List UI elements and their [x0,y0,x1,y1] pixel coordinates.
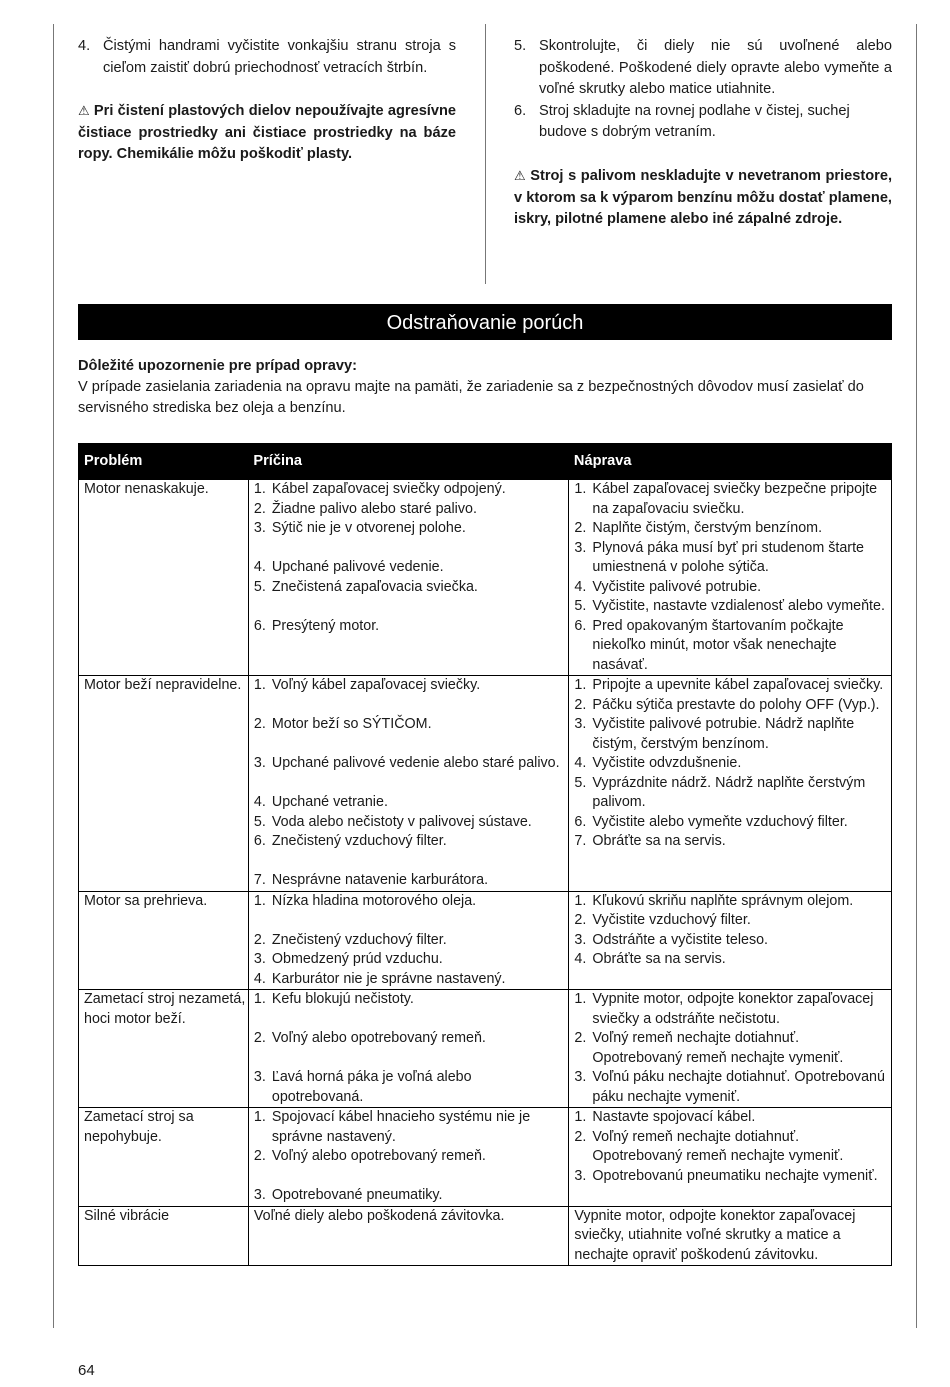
problem-cell: Zametací stroj nezametá, hoci motor beží. [79,990,249,1108]
remedy-number: 3. [574,1167,587,1184]
remedy-cell [569,891,892,990]
remedy-number: 2. [574,696,587,713]
item-number: 5. [514,38,527,54]
cause-item [254,676,567,696]
remedy-item [574,696,889,716]
cause-text: Kábel zapaľovacej sviečky odpojený. [271,481,506,497]
cause-cell [248,480,569,676]
cause-text: Opotrebované pneumatiky. [271,1187,443,1203]
spacer [254,852,567,872]
cause-item [254,832,567,852]
cause-text: Znečistený vzduchový filter. [271,931,447,948]
cause-item [254,871,567,891]
remedy-number: 2. [574,1128,587,1145]
remedy-text: Vyčistite alebo vymeňte vzduchový filter. [592,813,848,830]
cause-number: 5. [253,578,266,595]
header-problem: Problém [79,444,249,480]
cause-item [254,617,567,637]
remedy-item [574,931,889,951]
cause-number: 2. [253,716,266,732]
remedy-cell [569,676,892,892]
cause-item [254,950,567,970]
remedy-number: 4. [574,951,587,967]
notice-title: Dôležité upozornenie pre prípad opravy: [78,358,357,374]
warning-icon: ⚠ [514,167,527,183]
cause-number: 1. [253,892,266,909]
cause-number: 4. [253,970,266,987]
remedy-text: Naplňte čistým, čerstvým benzínom. [592,520,823,536]
cause-number: 2. [253,1148,266,1164]
remedy-number: 6. [574,617,587,634]
cause-number: 1. [253,481,266,497]
cause-text: Obmedzený prúd vzduchu. [271,951,443,967]
cause-text: Nízka hladina motorového oleja. [271,892,477,909]
cause-text: Presýtený motor. [271,617,380,634]
item-text: Stroj skladujte na rovnej podlahe v čistej, suchej budove s dobrým vetraním. [539,102,850,141]
cause-item [254,754,567,774]
remedy-number: 1. [574,991,587,1007]
remedy-item [574,774,889,813]
remedy-item [574,617,889,676]
warning-icon: ⚠ [78,103,90,119]
cause-text: Voľný kábel zapaľovacej sviečky. [271,677,481,693]
remedy-number: 2. [574,1030,587,1046]
remedy-text: Pred opakovaným štartovaním počkajte niekoľko minút, motor však nenechajte nasávať. [592,617,844,673]
remedy-text: Vyčistite palivové potrubie. Nádrž naplňte čistým, čerstvým benzínom. [592,716,855,752]
problem-cell: Zametací stroj sa nepohybuje. [79,1108,249,1207]
top-right-column [514,36,892,231]
remedy-item [574,578,889,598]
cause-item [254,931,567,951]
remedy-item [574,892,889,912]
cause-text: Nesprávne natavenie karburátora. [271,872,489,888]
cause-cell [248,990,569,1108]
cause-number: 4. [253,559,266,575]
remedy-number: 3. [574,539,587,556]
cause-number: 7. [253,872,266,888]
table-row [79,990,892,1108]
remedy-item [574,1167,889,1187]
spacer [254,597,567,617]
remedy-item [574,1068,889,1107]
cause-cell [248,891,569,990]
cause-text: Kefu blokujú nečistoty. [271,991,414,1007]
cause-text: Voľný alebo opotrebovaný remeň. [271,1030,486,1046]
remedy-number: 5. [574,774,587,791]
remedy-item [574,715,889,754]
list-item-5 [514,36,892,101]
remedy-text: Opotrebovanú pneumatiku nechajte vymeniť. [592,1167,878,1184]
cause-number: 1. [253,677,266,693]
problem-cell: Motor sa prehrieva. [79,891,249,990]
cause-item [254,1029,567,1049]
cause-text: Spojovací kábel hnacieho systému nie je správne nastavený. [271,1109,531,1145]
remedy-item [574,1029,889,1068]
cause-number: 5. [253,813,266,830]
list-item-6 [514,101,892,144]
problem-cell: Motor nenaskakuje. [79,480,249,676]
cause-text: Znečistená zapaľovacia sviečka. [271,578,478,595]
cause-text: Znečistený vzduchový filter. [271,833,447,849]
remedy-item [574,676,889,696]
notice-text: V prípade zasielania zariadenia na opravu majte na pamäti, že zariadenie sa z bezpečnostných dôvodov musí zasielať do servisného strediska bez oleja a benzínu. [78,379,864,416]
spacer [254,774,567,794]
remedy-number: 5. [574,598,587,614]
problem-cell: Silné vibrácie [79,1206,249,1266]
remedy-text: Kľukovú skriňu naplňte správnym olejom. [592,892,854,909]
remedy-number: 1. [574,677,587,693]
cause-number: 3. [253,1069,266,1085]
remedy-text: Nastavte spojovací kábel. [592,1109,756,1125]
remedy-item [574,519,889,539]
remedy-number: 6. [574,813,587,830]
cause-text: Voľný alebo opotrebovaný remeň. [271,1148,486,1164]
repair-notice [78,356,892,419]
cause-item [254,990,567,1010]
item-number: 6. [514,102,527,119]
table-row [79,480,892,676]
item-number: 4. [78,38,91,54]
remedy-text: Páčku sýtiča prestavte do polohy OFF (Vyp.). [592,696,880,713]
remedy-number: 1. [574,481,587,497]
remedy-text: Vyčistite, nastavte vzdialenosť alebo vymeňte. [592,598,885,614]
remedy-number: 4. [574,578,587,595]
remedy-text: Plynová páka musí byť pri studenom štarte umiestnená v polohe sýtiča. [592,539,864,575]
remedy-text: Voľný remeň nechajte dotiahnuť. Opotrebovaný remeň nechajte vymeniť. [592,1030,844,1066]
remedy-text: Vyčistite palivové potrubie. [592,578,762,595]
remedy-cell [569,990,892,1108]
cause-number: 6. [253,833,266,849]
cause-item [254,519,567,539]
remedy-item [574,813,889,833]
storage-warning [514,165,892,231]
remedy-text: Obráťte sa na servis. [592,951,726,967]
cause-cell [248,1108,569,1207]
remedy-cell: Vypnite motor, odpojte konektor zapaľovacej sviečky, utiahnite voľné skrutky a matice a nechajte opraviť poškodenú závitovku. [569,1206,892,1266]
remedy-text: Vyprázdnite nádrž. Nádrž naplňte čerstvým palivom. [592,774,866,810]
cause-text: Ľavá horná páka je voľná alebo opotrebovaná. [271,1069,472,1105]
cause-text: Motor beží so SÝTIČOM. [271,716,432,732]
remedy-number: 1. [574,1109,587,1125]
remedy-text: Voľný remeň nechajte dotiahnuť. Opotrebovaný remeň nechajte vymeniť. [592,1128,844,1164]
cause-item [254,813,567,833]
remedy-text: Vypnite motor, odpojte konektor zapaľovacej sviečky a odstráňte nečistotu. [592,991,874,1027]
right-margin-rule [916,24,917,1328]
cause-text: Sýtič nie je v otvorenej polohe. [271,520,466,536]
cause-number: 2. [253,931,266,948]
cause-item [254,558,567,578]
spacer [254,1010,567,1030]
cause-text: Upchané vetranie. [271,794,388,810]
remedy-text: Obráťte sa na servis. [592,833,726,849]
table-row [79,1108,892,1207]
cause-cell [248,676,569,892]
remedy-number: 7. [574,833,587,849]
center-column-rule [485,24,486,284]
cause-item [254,892,567,912]
cause-item [254,1147,567,1167]
cause-number: 2. [253,1030,266,1046]
remedy-number: 4. [574,755,587,771]
cause-item [254,793,567,813]
remedy-item [574,754,889,774]
cause-cell: Voľné diely alebo poškodená závitovka. [248,1206,569,1266]
cause-number: 3. [253,755,266,771]
cause-item [254,500,567,520]
remedy-item [574,1108,889,1128]
troubleshooting-table [78,443,892,1266]
table-row [79,1206,892,1266]
header-remedy: Náprava [569,444,892,480]
cause-text: Upchané palivové vedenie. [271,559,444,575]
remedy-number: 3. [574,931,587,948]
top-left-column [78,36,456,166]
spacer [254,1167,567,1187]
remedy-number: 3. [574,1069,587,1085]
remedy-text: Pripojte a upevnite kábel zapaľovacej sviečky. [592,677,884,693]
cause-text: Voda alebo nečistoty v palivovej sústave. [271,813,532,830]
remedy-item [574,950,889,970]
remedy-text: Vyčistite vzduchový filter. [592,912,751,928]
spacer [254,735,567,755]
table-header-row [79,444,892,480]
remedy-number: 3. [574,716,587,732]
remedy-text: Odstráňte a vyčistite teleso. [592,931,769,948]
cause-item [254,1108,567,1147]
page-number: 64 [78,1362,95,1379]
cause-number: 1. [253,1109,266,1125]
table-row [79,676,892,892]
item-text: Čistými handrami vyčistite vonkajšiu stranu stroja s cieľom zaistiť dobrú priechodnosť vetracích štrbín. [103,38,456,76]
remedy-item [574,1128,889,1167]
cause-number: 3. [253,951,266,967]
cause-text: Upchané palivové vedenie alebo staré palivo. [271,755,560,771]
remedy-item [574,539,889,578]
remedy-text: Vyčistite odvzdušnenie. [592,755,742,771]
remedy-text: Kábel zapaľovacej sviečky bezpečne pripojte na zapaľovaciu sviečku. [592,481,878,517]
cause-number: 1. [253,991,266,1007]
remedy-cell [569,480,892,676]
table-row [79,891,892,990]
warning-text: Stroj s palivom neskladujte v nevetranom priestore, v ktorom sa k výparom benzínu môžu dostať plamene, iskry, pilotné plamene alebo iné zápalné zdroje. [514,167,893,228]
spacer [254,696,567,716]
list-item-4 [78,36,456,79]
remedy-item [574,480,889,519]
problem-cell: Motor beží nepravidelne. [79,676,249,892]
cleaning-warning [78,100,456,166]
cause-number: 6. [253,617,266,634]
remedy-item [574,832,889,852]
remedy-number: 1. [574,892,587,909]
remedy-number: 2. [574,912,587,928]
cause-text: Karburátor nie je správne nastavený. [271,970,506,987]
remedy-item [574,597,889,617]
remedy-item [574,911,889,931]
cause-text: Žiadne palivo alebo staré palivo. [271,500,477,517]
remedy-number: 2. [574,520,587,536]
section-title: Odstraňovanie porúch [78,304,892,340]
remedy-text: Voľnú páku nechajte dotiahnuť. Opotrebovanú páku nechajte vymeniť. [592,1069,885,1105]
cause-number: 3. [253,520,266,536]
cause-number: 3. [253,1187,266,1203]
header-cause: Príčina [248,444,569,480]
remedy-item [574,990,889,1029]
cause-item [254,1186,567,1206]
left-margin-rule [53,24,54,1328]
cause-number: 2. [253,500,266,517]
cause-item [254,970,567,990]
cause-item [254,715,567,735]
remedy-cell [569,1108,892,1207]
warning-text: Pri čistení plastových dielov nepoužívajte agresívne čistiace prostriedky ani čistiace prostriedky na báze ropy. Chemikálie môžu poškodiť plasty. [78,103,457,163]
cause-item [254,1068,567,1107]
spacer [254,1049,567,1069]
cause-item [254,578,567,598]
cause-item [254,480,567,500]
item-text: Skontrolujte, či diely nie sú uvoľnené alebo poškodené. Poškodené diely opravte alebo vymeňte a voľné skrutky alebo matice utiahnite. [539,38,892,98]
cause-number: 4. [253,794,266,810]
spacer [254,539,567,559]
spacer [254,911,567,931]
